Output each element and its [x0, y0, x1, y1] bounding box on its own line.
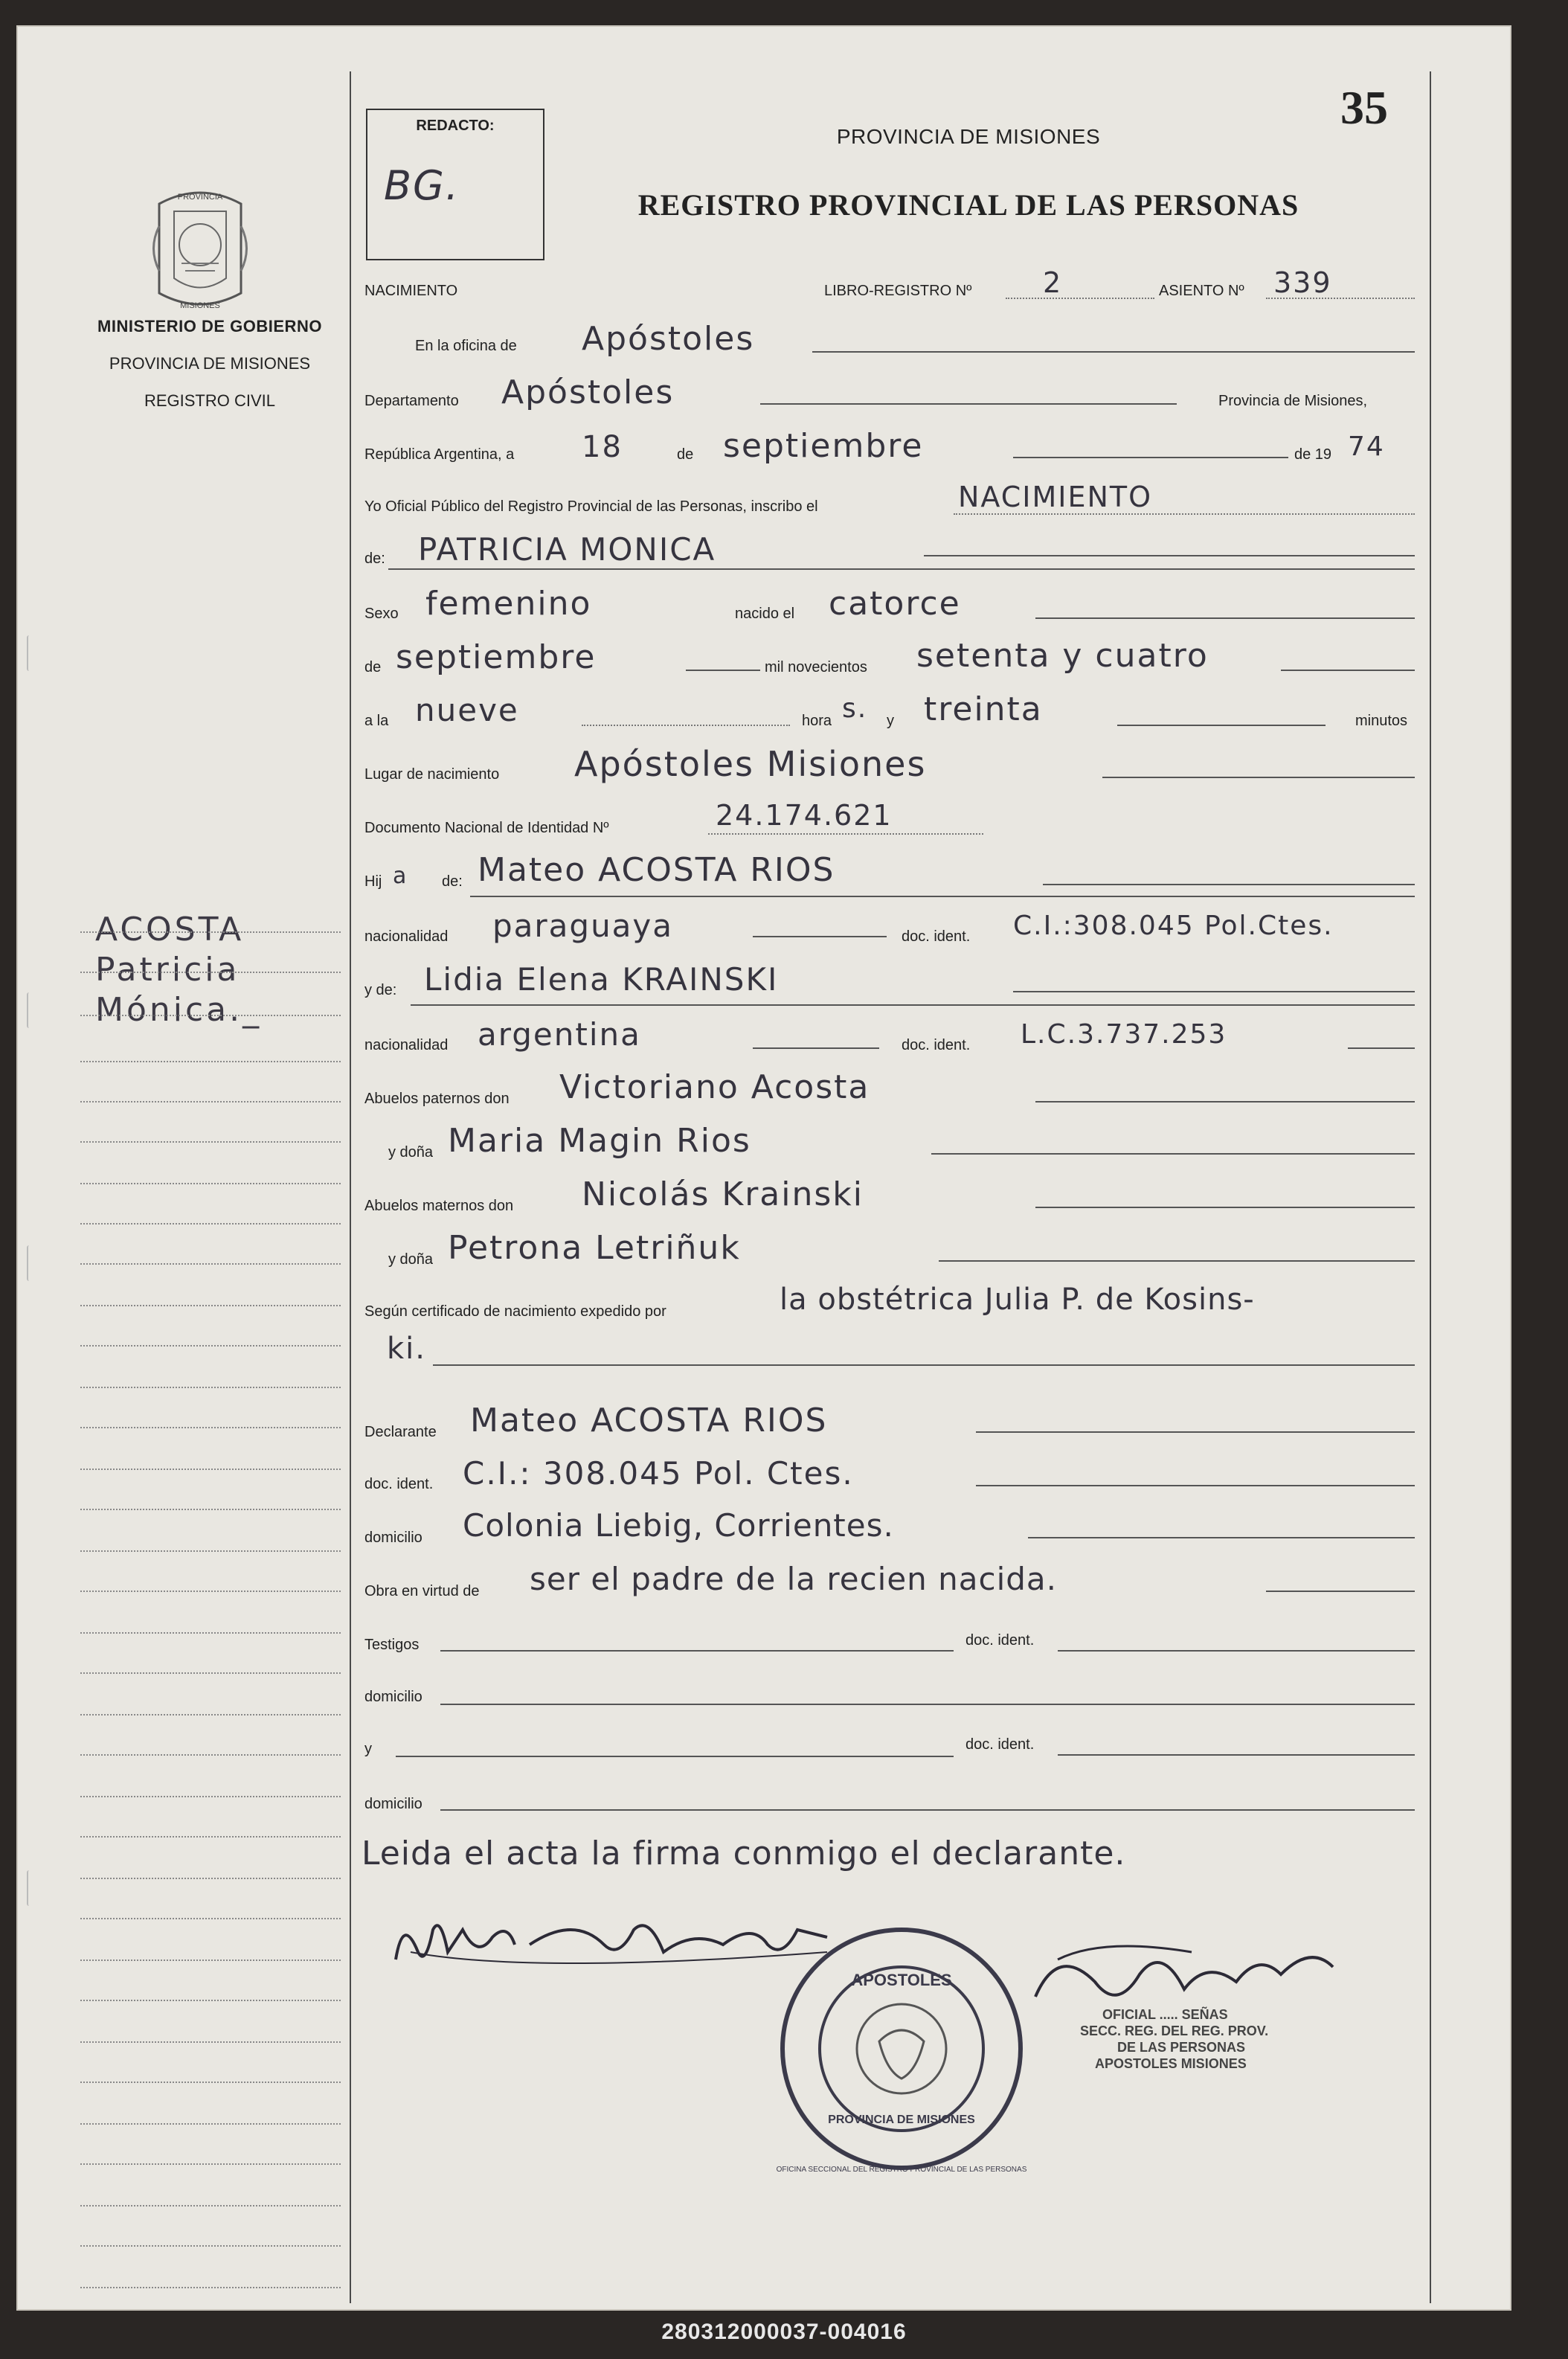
obra-value: ser el padre de la recien nacida.	[530, 1561, 1058, 1597]
certificado-value-2: ki.	[387, 1332, 426, 1366]
obra-label: Obra en virtud de	[364, 1583, 480, 1599]
decl-doc-value: C.I.: 308.045 Pol. Ctes.	[463, 1455, 854, 1492]
hour-value: nueve	[415, 692, 519, 728]
stamp-text-top: APOSTOLES	[851, 1971, 952, 1989]
decl-doc-label: doc. ident.	[364, 1476, 434, 1492]
nacido-label: nacido el	[735, 606, 795, 622]
official-stamp-line-4: APOSTOLES MISIONES	[1095, 2056, 1247, 2071]
lugar-label: Lugar de nacimiento	[364, 766, 500, 783]
page-number: 35	[1340, 81, 1388, 134]
crest-text-top: PROVINCIA	[177, 193, 223, 202]
certificate-page	[16, 25, 1511, 2311]
mother-doc-label: doc. ident.	[902, 1037, 971, 1053]
abuelo-materno-value: Nicolás Krainski	[582, 1175, 864, 1213]
civil-registry-label: REGISTRO CIVIL	[144, 391, 276, 410]
lugar-value: Apóstoles Misiones	[574, 744, 927, 784]
crest-text-bottom: MISIONES	[180, 301, 220, 310]
father-nac-label: nacionalidad	[364, 928, 449, 945]
de-month-label: de	[364, 659, 382, 675]
day-value: 18	[582, 430, 623, 464]
asiento-label: ASIENTO Nº	[1159, 283, 1244, 299]
declarante-label: Declarante	[364, 1424, 437, 1440]
dni-label: Documento Nacional de Identidad Nº	[364, 820, 609, 836]
libro-label: LIBRO-REGISTRO Nº	[824, 283, 972, 299]
testigo-1-doc-label: doc. ident.	[965, 1632, 1035, 1649]
sexo-value: femenino	[425, 585, 592, 623]
redacto-box	[366, 109, 544, 260]
stamp-text-bottom: PROVINCIA DE MISIONES	[828, 2114, 975, 2126]
margin-name-line	[83, 991, 344, 1031]
mother-doc-value: L.C.3.737.253	[1021, 1019, 1227, 1050]
testigo-1-domicilio-label: domicilio	[364, 1689, 422, 1705]
republica-label: República Argentina, a	[364, 446, 515, 463]
redacto-label: REDACTO:	[416, 118, 495, 134]
father-nac-value: paraguaya	[492, 908, 674, 944]
margin-name-line	[83, 951, 344, 991]
abuela-paterna-value: Maria Magin Rios	[448, 1122, 751, 1160]
provincia-suffix: Provincia de Misiones,	[1218, 393, 1368, 409]
de-label: de	[677, 446, 694, 463]
margin-first-name: Patricia	[95, 951, 240, 989]
hour-suffix: s.	[842, 693, 868, 724]
domicilio-value: Colonia Liebig, Corrientes.	[463, 1507, 894, 1544]
y-dona-label-1: y doña	[388, 1144, 434, 1161]
hora-label: hora	[802, 713, 832, 729]
official-stamp-line-1: OFICIAL ..... SEÑAS	[1102, 2007, 1228, 2022]
birth-day-value: catorce	[829, 585, 961, 623]
mother-nac-value: argentina	[478, 1016, 641, 1053]
official-signature	[1013, 1930, 1400, 2079]
official-stamp-line-2: SECC. REG. DEL REG. PROV.	[1080, 2023, 1269, 2038]
stamp-text-outer: OFICINA SECCIONAL DEL REGISTRO PROVINCIAL DE LAS PERSONAS	[776, 2166, 1027, 2174]
child-name-value: PATRICIA MONICA	[418, 531, 716, 568]
year-prefix: de 19	[1294, 446, 1332, 463]
y-dona-label-2: y doña	[388, 1251, 434, 1268]
a-la-label: a la	[364, 713, 389, 729]
margin-second-name: Mónica._	[95, 991, 263, 1029]
ministry-label: MINISTERIO DE GOBIERNO	[97, 317, 322, 336]
testigos-label: Testigos	[364, 1637, 420, 1653]
month-value: septiembre	[723, 427, 924, 465]
father-de-label: de:	[442, 873, 463, 890]
certificado-value: la obstétrica Julia P. de Kosins-	[780, 1283, 1255, 1317]
mother-nac-label: nacionalidad	[364, 1037, 449, 1053]
province-header: PROVINCIA DE MISIONES	[836, 125, 1101, 148]
abuelos-maternos-label: Abuelos maternos don	[364, 1198, 514, 1214]
y-witness-label: y	[364, 1741, 372, 1757]
testigo-2-doc-label: doc. ident.	[965, 1736, 1035, 1753]
oficina-value: Apóstoles	[582, 320, 755, 358]
hija-label: Hij	[364, 873, 382, 890]
y-label: y	[887, 713, 894, 729]
birth-month-value: septiembre	[396, 638, 597, 676]
father-doc-value: C.I.:308.045 Pol.Ctes.	[1013, 911, 1334, 941]
margin-name-annotation	[83, 911, 344, 1031]
asiento-value: 339	[1273, 266, 1332, 299]
right-margin-rule	[1430, 71, 1431, 2303]
closing-text: Leida el acta la firma conmigo el declarante.	[362, 1835, 1126, 1872]
mother-value: Lidia Elena KRAINSKI	[424, 961, 779, 998]
province-left-label: PROVINCIA DE MISIONES	[109, 354, 311, 373]
birth-year-value: setenta y cuatro	[916, 637, 1209, 675]
record-type-label: NACIMIENTO	[364, 283, 458, 299]
minutes-value: treinta	[924, 690, 1043, 728]
catalog-number: 280312000037-004016	[661, 2320, 907, 2344]
minutos-label: minutos	[1355, 713, 1408, 729]
sexo-label: Sexo	[364, 606, 399, 622]
official-stamp-line-3: DE LAS PERSONAS	[1117, 2040, 1246, 2055]
father-doc-label: doc. ident.	[902, 928, 971, 945]
departamento-label: Departamento	[364, 393, 459, 409]
year-value: 74	[1348, 431, 1385, 462]
registry-header: REGISTRO PROVINCIAL DE LAS PERSONAS	[637, 188, 1299, 222]
hija-suffix: a	[393, 863, 408, 889]
libro-value: 2	[1043, 266, 1063, 299]
oficial-label: Yo Oficial Público del Registro Provincial de las Personas, inscribo el	[364, 498, 818, 515]
redacto-initials: BG.	[384, 162, 460, 209]
abuela-materna-value: Petrona Letriñuk	[448, 1229, 741, 1267]
departamento-value: Apóstoles	[501, 373, 675, 411]
abuelo-paterno-value: Victoriano Acosta	[559, 1068, 870, 1106]
abuelos-paternos-label: Abuelos paternos don	[364, 1091, 510, 1107]
name-de-label: de:	[364, 551, 385, 567]
province-crest-icon	[144, 182, 256, 315]
margin-name-line	[83, 911, 344, 951]
official-seal-stamp	[768, 1915, 1035, 2183]
father-value: Mateo ACOSTA RIOS	[478, 851, 835, 889]
oficial-value: NACIMIENTO	[958, 481, 1153, 513]
testigo-2-domicilio-label: domicilio	[364, 1796, 422, 1812]
oficina-label: En la oficina de	[415, 338, 517, 354]
dni-value: 24.174.621	[716, 799, 893, 832]
margin-surname: ACOSTA	[95, 911, 245, 949]
domicilio-label: domicilio	[364, 1530, 422, 1546]
mil-label: mil novecientos	[765, 659, 867, 675]
mother-de-label: y de:	[364, 982, 397, 998]
certificado-label: Según certificado de nacimiento expedido por	[364, 1303, 666, 1320]
declarante-value: Mateo ACOSTA RIOS	[470, 1402, 828, 1440]
